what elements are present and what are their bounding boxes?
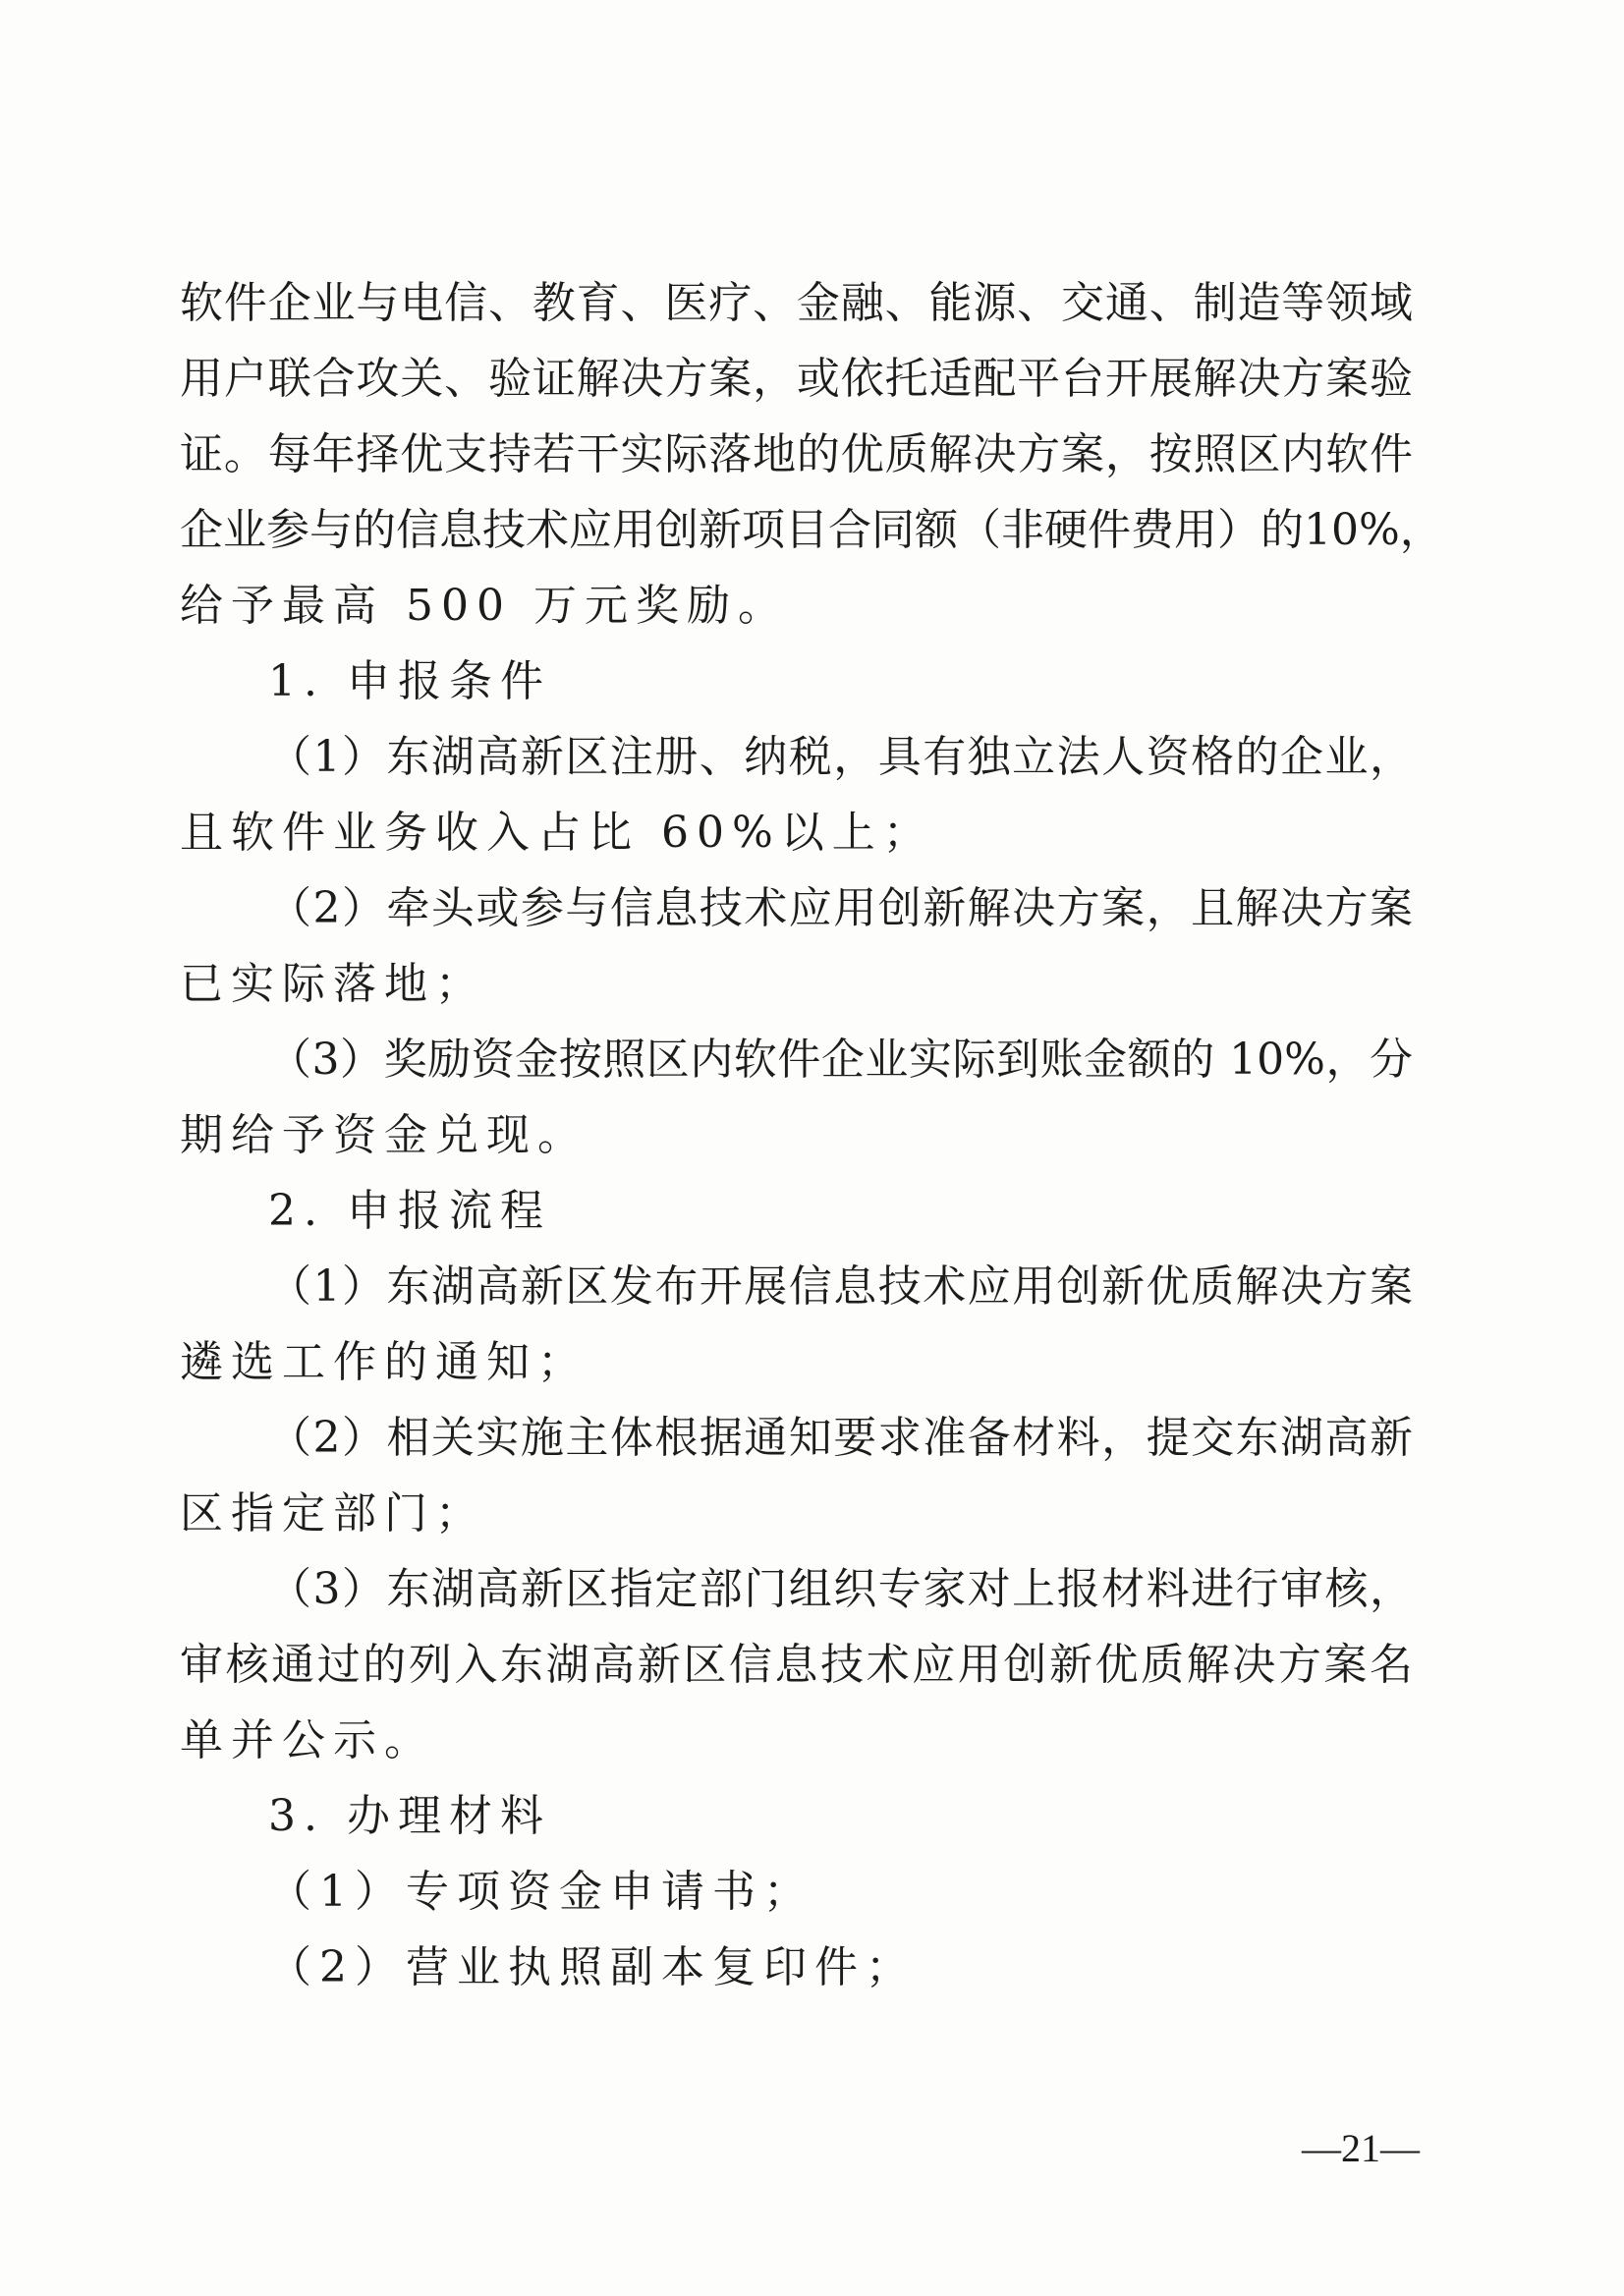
list-item: （2）营业执照副本复印件； xyxy=(268,1942,917,1992)
text-line: 单并公示。 xyxy=(180,1715,435,1765)
text-line: 期给予资金兑现。 xyxy=(180,1110,588,1160)
text-line: 且软件业务收入占比 60%以上； xyxy=(180,808,934,858)
list-item: （3）奖励资金按照区内软件企业实际到账金额的 10%，分 xyxy=(268,1035,1413,1085)
list-item: （2）相关实施主体根据通知要求准备材料，提交东湖高新 xyxy=(268,1413,1413,1463)
list-item: （1）专项资金申请书； xyxy=(268,1867,814,1917)
text-line: 用户联合攻关、验证解决方案，或依托适配平台开展解决方案验 xyxy=(180,354,1413,404)
section-heading-2: 2. 申报流程 xyxy=(268,1186,551,1236)
text-line: 证。每年择优支持若干实际落地的优质解决方案，按照区内软件 xyxy=(180,429,1413,479)
list-item: （3）东湖高新区指定部门组织专家对上报材料进行审核， xyxy=(268,1564,1413,1614)
text-line: 企业参与的信息技术应用创新项目合同额（非硬件费用）的10%， xyxy=(180,505,1443,555)
list-item: （1）东湖高新区发布开展信息技术应用创新优质解决方案 xyxy=(268,1261,1413,1312)
list-item: （1）东湖高新区注册、纳税，具有独立法人资格的企业， xyxy=(268,732,1413,782)
text-line: 软件企业与电信、教育、医疗、金融、能源、交通、制造等领域 xyxy=(180,278,1413,328)
section-heading-3: 3. 办理材料 xyxy=(268,1791,551,1841)
text-line: 给予最高 500 万元奖励。 xyxy=(180,581,789,631)
text-line: 遴选工作的通知； xyxy=(180,1337,588,1387)
page-number: —21— xyxy=(1302,2126,1420,2170)
text-line: 区指定部门； xyxy=(180,1488,486,1539)
list-item: （2）牵头或参与信息技术应用创新解决方案，且解决方案 xyxy=(268,883,1413,933)
section-heading-1: 1. 申报条件 xyxy=(268,656,551,706)
text-line: 审核通过的列入东湖高新区信息技术应用创新优质解决方案名 xyxy=(180,1640,1413,1690)
text-line: 已实际落地； xyxy=(180,959,486,1009)
